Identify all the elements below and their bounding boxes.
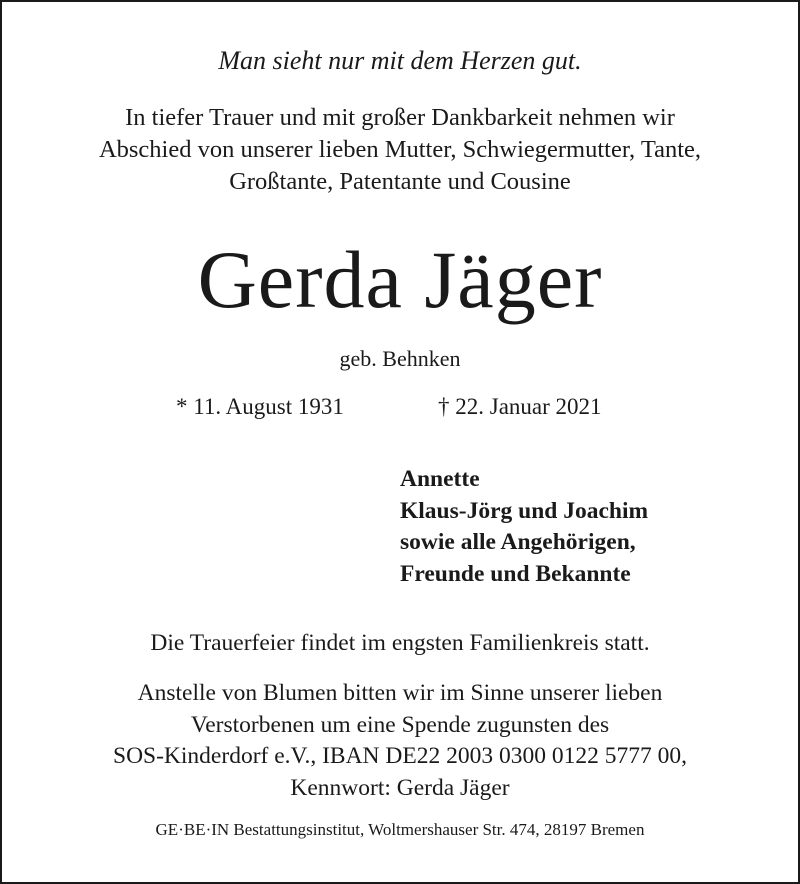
maiden-name: geb. Behnken	[339, 346, 461, 371]
undertaker-footer: GE·BE·IN Bestattungsinstitut, Woltmershauser Str. 474, 28197 Bremen	[155, 820, 645, 839]
mourner-line: Freunde und Bekannte	[400, 560, 631, 587]
deceased-name: Gerda Jäger	[197, 234, 603, 325]
intro-line: Abschied von unserer lieben Mutter, Schwiegermutter, Tante,	[98, 136, 702, 163]
donation-line: Verstorbenen um eine Spende zugunsten des	[190, 711, 610, 738]
donation-line: Anstelle von Blumen bitten wir im Sinne unserer lieben	[137, 680, 663, 706]
mourners-list	[400, 464, 648, 590]
ceremony-note: Die Trauerfeier findet im engsten Familienkreis statt.	[150, 630, 650, 656]
mourner-line: Klaus-Jörg und Joachim	[400, 497, 649, 524]
donation-line: SOS-Kinderdorf e.V., IBAN DE22 2003 0300 0122 5777 00,	[113, 743, 687, 769]
mourner-line: Annette	[400, 466, 480, 492]
intro-text	[2, 102, 798, 198]
death-date: † 22. Januar 2021	[438, 394, 602, 419]
donation-line: Kennwort: Gerda Jäger	[290, 774, 510, 801]
donation-request	[2, 678, 798, 804]
intro-line: Großtante, Patentante und Cousine	[229, 168, 571, 195]
intro-line: In tiefer Trauer und mit großer Dankbarkeit nehmen wir	[125, 104, 675, 131]
motto: Man sieht nur mit dem Herzen gut.	[218, 46, 582, 75]
mourner-line: sowie alle Angehörigen,	[400, 529, 636, 555]
birth-date: * 11. August 1931	[176, 394, 344, 419]
